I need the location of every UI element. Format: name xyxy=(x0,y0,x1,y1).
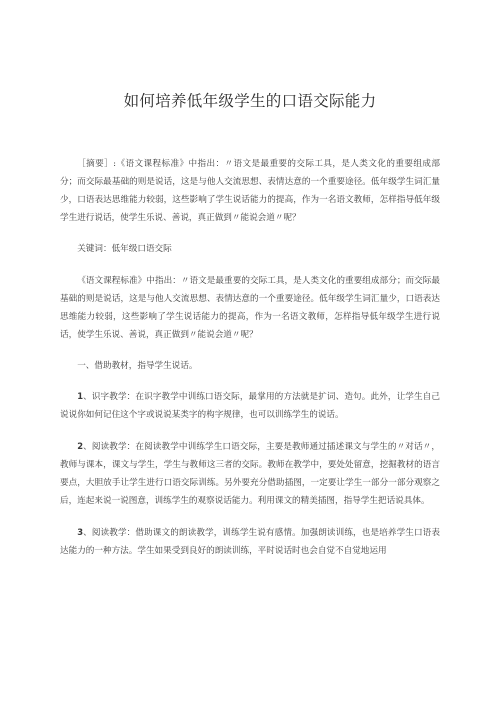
list-item xyxy=(60,437,440,510)
keywords-line: 关键词：低年级口语交际 xyxy=(77,244,172,254)
document-body xyxy=(60,155,440,560)
abstract-paragraph: ［摘要］:《语文课程标准》中指出：〃语文是最重要的交际工具，是人类文化的重要组成部分；而交际最基础的则是说话，这是与他人交流思想、表情达意的一个重要途径。低年级学生词汇量少，口语表达思维能力较弱，这些影响了学生说话能力的提高，作为一名语文教师，怎样指导低年级学生进行说话，使学生乐说、善说，真正做到〃能说会道〃呢？ xyxy=(60,159,440,223)
item-text: 、阅读教学：在阅读教学中训练学生口语交际，主要是教师通过插述课文与学生的〃对话〃，教师与课本，课文与学生，学生与教师这三者的交际。教师在教学中，要处处留意，挖掘教材的语言要点，大胆放手让学生进行口语交际训练。另外要充分借助插图，一定要让学生一部分一部分观察之后，连起来说一说图意，训练学生的观察说话能力。利用课文的精美插图，指导学生把话说具体。 xyxy=(60,442,440,506)
list-item xyxy=(60,387,440,424)
intro-paragraph: 《语文课程标准》中指出：〃语文是最重要的交际工具，是人类文化的重要组成部分；而交际最基础的则是说话，这是与他人交流思想、表情达意的一个重要途径。低年级学生词汇量少，口语表达思维能力较弱，这些影响了学生说话能力的提高，作为一名语文教师，怎样指导低年级学生进行说话，使学生乐说、善说，真正做到〃能说会道〃呢？ xyxy=(60,276,440,340)
item-number: 3 xyxy=(77,527,84,537)
document-title: 如何培养低年级学生的口语交际能力 xyxy=(123,92,377,110)
list-item xyxy=(60,523,440,560)
item-text: 、识字教学：在识字教学中训练口语交际，最掌用的方法就是扩词、造句。此外，让学生自己说说你如何记住这个字或说说某类字的构字规律，也可以训练学生的说话。 xyxy=(60,392,440,420)
item-number: 1 xyxy=(77,391,84,401)
section-heading: 一、借助教材，指导学生说话。 xyxy=(77,361,198,371)
item-text: 、阅读教学：借助课文的朗读教学，训练学生说有感情。加强朗读训练，也是培养学生口语表达能力的一种方法。学生如果受到良好的朗读训练，平时说话时也会自觉不自觉地运用 xyxy=(60,528,440,556)
item-number: 2 xyxy=(77,441,84,451)
